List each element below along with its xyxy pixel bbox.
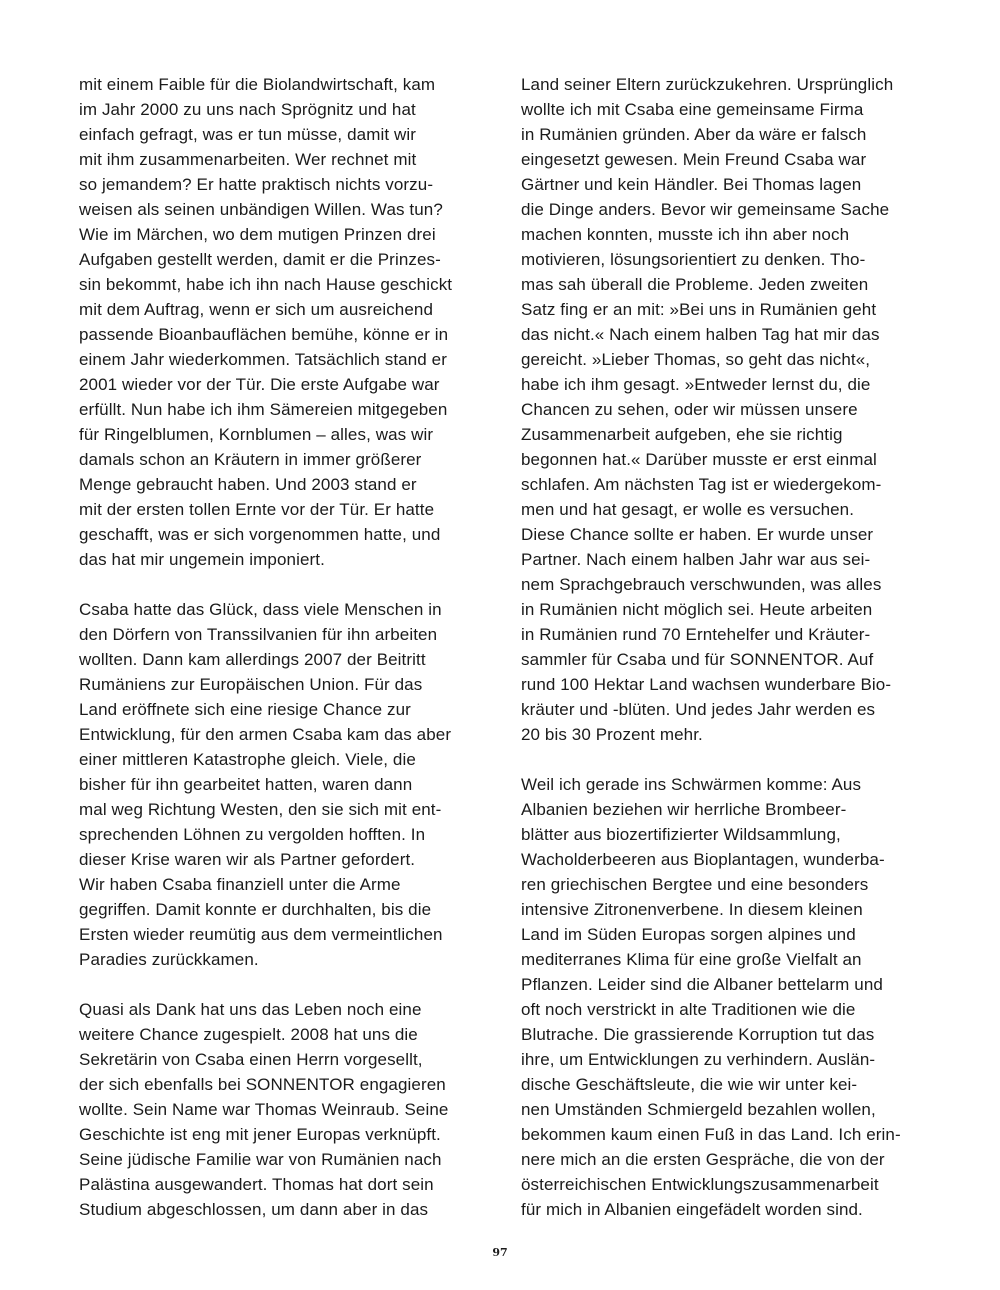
text-line: Gärtner und kein Händler. Bei Thomas lagen (521, 175, 862, 194)
paragraph (79, 997, 499, 1222)
paragraph (521, 72, 941, 747)
text-line: Palästina ausgewandert. Thomas hat dort sein (79, 1175, 434, 1194)
text-line: Wir haben Csaba finanziell unter die Arme (79, 875, 401, 894)
text-line: Diese Chance sollte er haben. Er wurde unser (521, 525, 874, 544)
text-line: Pflanzen. Leider sind die Albaner bettelarm und (521, 975, 883, 994)
text-line: in Rumänien nicht möglich sei. Heute arbeiten (521, 600, 873, 619)
text-line: rund 100 Hektar Land wachsen wunderbare Bio- (521, 675, 892, 694)
text-line: erfüllt. Nun habe ich ihm Sämereien mitgegeben (79, 400, 448, 419)
text-line: gereicht. »Lieber Thomas, so geht das nicht«, (521, 350, 871, 369)
text-line: blätter aus biozertifizierter Wildsammlung, (521, 825, 841, 844)
text-line: Weil ich gerade ins Schwärmen komme: Aus (521, 775, 862, 794)
right-text-column (521, 72, 941, 1222)
text-line: Albanien beziehen wir herrliche Brombeer- (521, 800, 847, 819)
text-line: Quasi als Dank hat uns das Leben noch eine (79, 1000, 422, 1019)
text-line: geschafft, was er sich vorgenommen hatte, und (79, 525, 441, 544)
text-line: einfach gefragt, was er tun müsse, damit wir (79, 125, 416, 144)
text-line: Ersten wieder reumütig aus dem vermeintlichen (79, 925, 443, 944)
text-line: Partner. Nach einem halben Jahr war aus sei- (521, 550, 871, 569)
text-line: sin bekommt, habe ich ihn nach Hause geschickt (79, 275, 453, 294)
text-line: für mich in Albanien eingefädelt worden sind. (521, 1200, 863, 1219)
text-line: Rumäniens zur Europäischen Union. Für das (79, 675, 423, 694)
text-line: mit ihm zusammenarbeiten. Wer rechnet mit (79, 150, 417, 169)
text-line: mas sah überall die Probleme. Jeden zweiten (521, 275, 869, 294)
text-line: im Jahr 2000 zu uns nach Sprögnitz und hat (79, 100, 416, 119)
text-line: mit einem Faible für die Biolandwirtschaft, kam (79, 75, 436, 94)
text-line: das nicht.« Nach einem halben Tag hat mir das (521, 325, 880, 344)
text-line: motivieren, lösungsorientiert zu denken. Tho- (521, 250, 866, 269)
text-line: nen Umständen Schmiergeld bezahlen wollen, (521, 1100, 876, 1119)
text-line: oft noch verstrickt in alte Traditionen wie die (521, 1000, 856, 1019)
text-line: Studium abgeschlossen, um dann aber in das (79, 1200, 429, 1219)
text-line: weitere Chance zugespielt. 2008 hat uns die (79, 1025, 418, 1044)
text-line: so jemandem? Er hatte praktisch nichts vorzu- (79, 175, 434, 194)
paragraph (79, 597, 499, 972)
text-line: dische Geschäftsleute, die wie wir unter kei- (521, 1075, 858, 1094)
text-line: Blutrache. Die grassierende Korruption tut das (521, 1025, 875, 1044)
text-line: Seine jüdische Familie war von Rumänien nach (79, 1150, 442, 1169)
text-line: in Rumänien gründen. Aber da wäre er falsch (521, 125, 867, 144)
text-line: in Rumänien rund 70 Erntehelfer und Kräuter- (521, 625, 871, 644)
text-line: damals schon an Kräutern in immer größerer (79, 450, 422, 469)
text-line: weisen als seinen unbändigen Willen. Was tun? (79, 200, 443, 219)
text-line: ihre, um Entwicklungen zu verhindern. Auslän- (521, 1050, 876, 1069)
text-line: dieser Krise waren wir als Partner gefordert. (79, 850, 416, 869)
text-line: habe ich ihm gesagt. »Entweder lernst du, die (521, 375, 871, 394)
text-line: gegriffen. Damit konnte er durchhalten, bis die (79, 900, 432, 919)
text-line: Land im Süden Europas sorgen alpines und (521, 925, 856, 944)
text-line: sprechenden Löhnen zu vergolden hofften. In (79, 825, 426, 844)
text-line: mit der ersten tollen Ernte vor der Tür. Er hatte (79, 500, 435, 519)
text-line: einer mittleren Katastrophe gleich. Viele, die (79, 750, 416, 769)
text-line: österreichischen Entwicklungszusammenarbeit (521, 1175, 879, 1194)
text-line: den Dörfern von Transsilvanien für ihn arbeiten (79, 625, 438, 644)
text-line: Csaba hatte das Glück, dass viele Menschen in (79, 600, 442, 619)
text-line: intensive Zitronenverbene. In diesem kleinen (521, 900, 863, 919)
text-line: Land eröffnete sich eine riesige Chance zur (79, 700, 411, 719)
text-line: Satz fing er an mit: »Bei uns in Rumänien geht (521, 300, 877, 319)
text-line: wollte ich mit Csaba eine gemeinsame Firma (521, 100, 864, 119)
text-line: passende Bioanbauflächen bemühe, könne er in (79, 325, 449, 344)
text-line: Aufgaben gestellt werden, damit er die Prinzes- (79, 250, 441, 269)
text-line: eingesetzt gewesen. Mein Freund Csaba war (521, 150, 867, 169)
text-line: ren griechischen Bergtee und eine besonders (521, 875, 869, 894)
text-line: 20 bis 30 Prozent mehr. (521, 725, 703, 744)
text-line: nere mich an die ersten Gespräche, die von der (521, 1150, 885, 1169)
text-line: 2001 wieder vor der Tür. Die erste Aufgabe war (79, 375, 440, 394)
text-line: wollte. Sein Name war Thomas Weinraub. Seine (79, 1100, 449, 1119)
text-line: bekommen kaum einen Fuß in das Land. Ich erin- (521, 1125, 901, 1144)
text-line: der sich ebenfalls bei SONNENTOR engagieren (79, 1075, 446, 1094)
text-line: Menge gebraucht haben. Und 2003 stand er (79, 475, 417, 494)
text-line: wollten. Dann kam allerdings 2007 der Beitritt (79, 650, 426, 669)
text-line: Paradies zurückkamen. (79, 950, 259, 969)
text-line: bisher für ihn gearbeitet hatten, waren dann (79, 775, 413, 794)
text-line: schlafen. Am nächsten Tag ist er wiedergekom- (521, 475, 882, 494)
text-line: Entwicklung, für den armen Csaba kam das aber (79, 725, 452, 744)
text-line: die Dinge anders. Bevor wir gemeinsame Sache (521, 200, 890, 219)
text-line: sammler für Csaba und für SONNENTOR. Auf (521, 650, 874, 669)
paragraph (79, 72, 499, 572)
left-text-column (79, 72, 499, 1222)
text-line: Sekretärin von Csaba einen Herrn vorgesellt, (79, 1050, 423, 1069)
text-line: begonnen hat.« Darüber musste er erst einmal (521, 450, 877, 469)
text-line: machen konnten, musste ich ihn aber noch (521, 225, 850, 244)
text-line: mal weg Richtung Westen, den sie sich mit ent- (79, 800, 442, 819)
text-line: Land seiner Eltern zurückzukehren. Ursprünglich (521, 75, 894, 94)
text-line: für Ringelblumen, Kornblumen – alles, was wir (79, 425, 434, 444)
paragraph (521, 772, 941, 1222)
text-line: mit dem Auftrag, wenn er sich um ausreichend (79, 300, 434, 319)
text-line: Geschichte ist eng mit jener Europas verknüpft. (79, 1125, 441, 1144)
text-line: mediterranes Klima für eine große Vielfalt an (521, 950, 862, 969)
text-line: Wacholderbeeren aus Bioplantagen, wunderba- (521, 850, 885, 869)
text-line: Wie im Märchen, wo dem mutigen Prinzen drei (79, 225, 436, 244)
text-line: das hat mir ungemein imponiert. (79, 550, 325, 569)
text-line: nem Sprachgebrauch verschwunden, was alles (521, 575, 882, 594)
text-line: einem Jahr wiederkommen. Tatsächlich stand er (79, 350, 447, 369)
page-number: 97 (492, 1246, 508, 1259)
text-line: Chancen zu sehen, oder wir müssen unsere (521, 400, 858, 419)
text-line: Zusammenarbeit aufgeben, ehe sie richtig (521, 425, 843, 444)
text-line: men und hat gesagt, er wolle es versuchen. (521, 500, 855, 519)
text-line: kräuter und -blüten. Und jedes Jahr werden es (521, 700, 876, 719)
